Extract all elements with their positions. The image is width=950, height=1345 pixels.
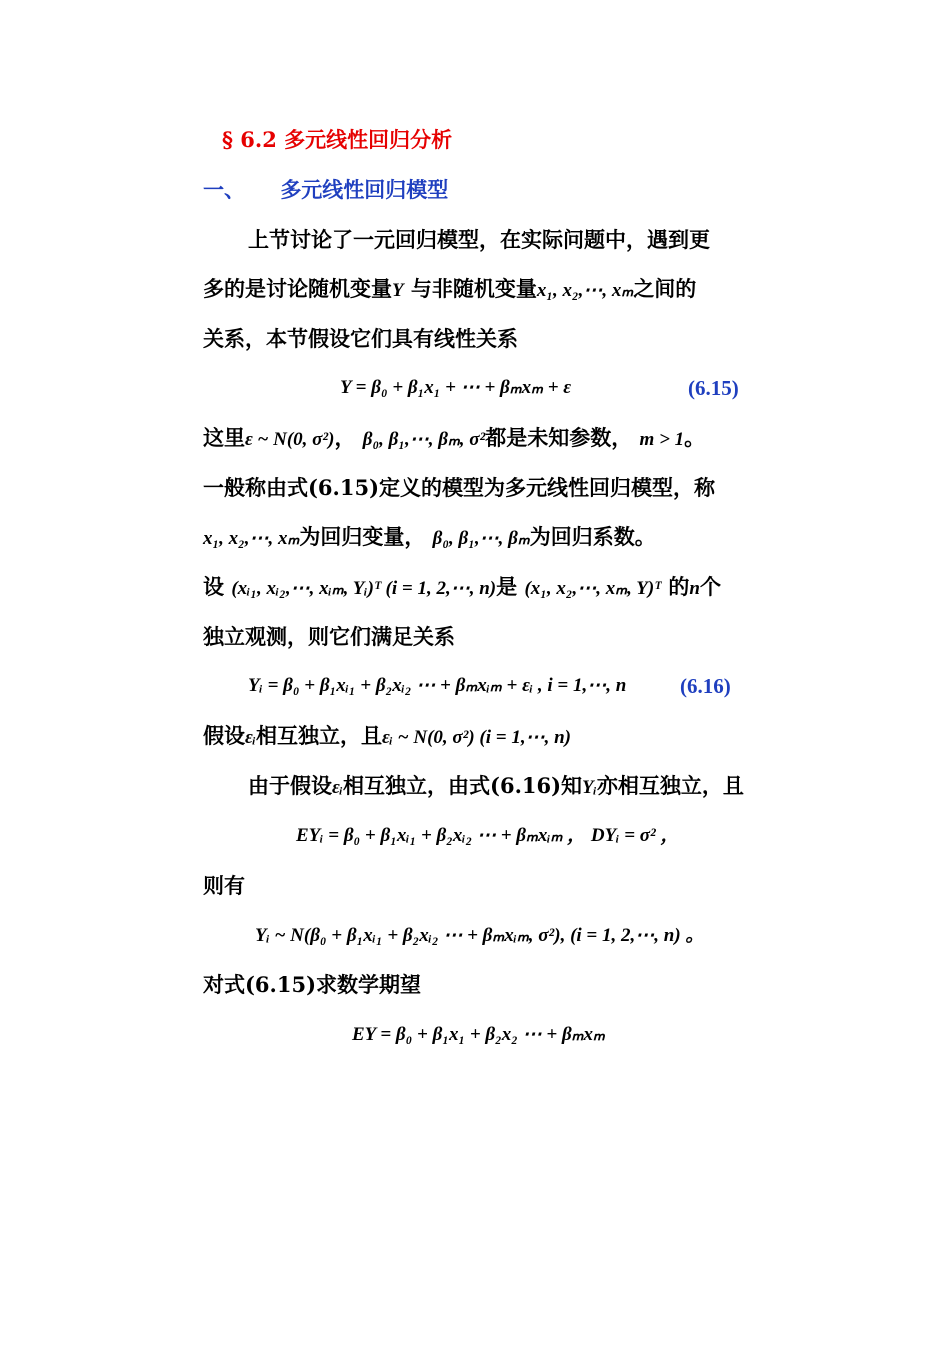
math-inline: (x₁, x₂,⋯, xₘ, Y)ᵀ: [524, 578, 662, 599]
math-inline: x₁, x₂,⋯, xₘ: [203, 528, 300, 549]
equation-number-6-15: (6.15): [688, 376, 739, 400]
para4-line: [203, 721, 748, 753]
text: 为回归系数。: [529, 524, 656, 549]
math-inline: ε ~ N(0, σ²): [245, 429, 335, 450]
text: 。: [684, 425, 706, 450]
math-inline: β₀, β₁,⋯, βₘ, σ²: [362, 429, 486, 450]
para3-line2: 独立观测，则它们满足关系: [203, 624, 455, 649]
para5-line: [248, 771, 793, 803]
subsection-number: 一、: [203, 177, 245, 202]
math-inline: x₁, x₂,⋯, xₘ: [536, 280, 634, 301]
text: 的: [668, 574, 690, 599]
text: 相互独立，且: [256, 723, 383, 748]
text: 多的是讨论随机变量: [203, 276, 392, 301]
subsection-title: 多元线性回归模型: [280, 177, 449, 202]
para2-line2: 一般称由式(6.15)定义的模型为多元线性回归模型，称: [203, 475, 716, 500]
para2-line3: [203, 522, 748, 554]
math-inline: Yᵢ: [582, 777, 597, 798]
text: 之间的: [633, 276, 697, 301]
text: 个: [699, 574, 721, 599]
equation-expectation-variance: EYᵢ = β₀ + β₁xᵢ₁ + β₂xᵢ₂ ⋯ + βₘxᵢₘ ， DYᵢ = σ² ，: [296, 825, 680, 846]
math-inline: εᵢ: [332, 777, 344, 798]
para2-line1: [203, 423, 748, 455]
equation-distribution: Yᵢ ~ N(β₀ + β₁xᵢ₁ + β₂xᵢ₂ ⋯ + βₘxᵢₘ, σ²), (i = 1, 2,⋯, n) 。: [255, 925, 705, 946]
para1-line1: 上节讨论了一元回归模型，在实际问题中，遇到更: [248, 227, 710, 252]
math-inline: n: [689, 578, 700, 599]
text: 假设: [203, 723, 245, 748]
text: 为回归变量，: [299, 524, 426, 549]
math-inline: (xᵢ₁, xᵢ₂,⋯, xᵢₘ, Yᵢ)ᵀ (i = 1, 2,⋯, n): [231, 578, 497, 599]
text: ，: [334, 425, 356, 450]
text: 都是未知参数，: [485, 425, 633, 450]
equation-6-16: Yᵢ = β₀ + β₁xᵢ₁ + β₂xᵢ₂ ⋯ + βₘxᵢₘ + εᵢ , i = 1,⋯, n: [248, 675, 627, 696]
equation-6-15: Y = β₀ + β₁x₁ + ⋯ + βₘxₘ + ε: [340, 377, 572, 398]
text: 这里: [203, 425, 245, 450]
expectation-line: 对式(6.15)求数学期望: [203, 972, 422, 997]
para1-line2: [203, 274, 748, 306]
section-title: § 6.2 多元线性回归分析: [222, 127, 453, 152]
text: 亦相互独立，且: [596, 773, 744, 798]
text: 设: [203, 574, 224, 599]
equation-expectation: EY = β₀ + β₁x₁ + β₂x₂ ⋯ + βₘxₘ: [352, 1024, 605, 1045]
text: 由于假设: [248, 773, 332, 798]
text: 相互独立，由式(6.16)知: [343, 773, 583, 798]
math-inline: εᵢ ~ N(0, σ²) (i = 1,⋯, n): [382, 727, 571, 748]
math-inline: εᵢ: [245, 727, 257, 748]
para3-line1: [203, 572, 748, 604]
subsection-heading: [203, 175, 748, 205]
text: 是: [496, 574, 518, 599]
math-inline: Y: [392, 280, 404, 301]
equation-number-6-16: (6.16): [680, 674, 731, 698]
then-text: 则有: [203, 873, 245, 898]
math-inline: m > 1: [639, 429, 685, 450]
text: 与非随机变量: [410, 276, 537, 301]
para1-line3: 关系，本节假设它们具有线性关系: [203, 326, 518, 351]
math-inline: β₀, β₁,⋯, βₘ: [432, 528, 530, 549]
